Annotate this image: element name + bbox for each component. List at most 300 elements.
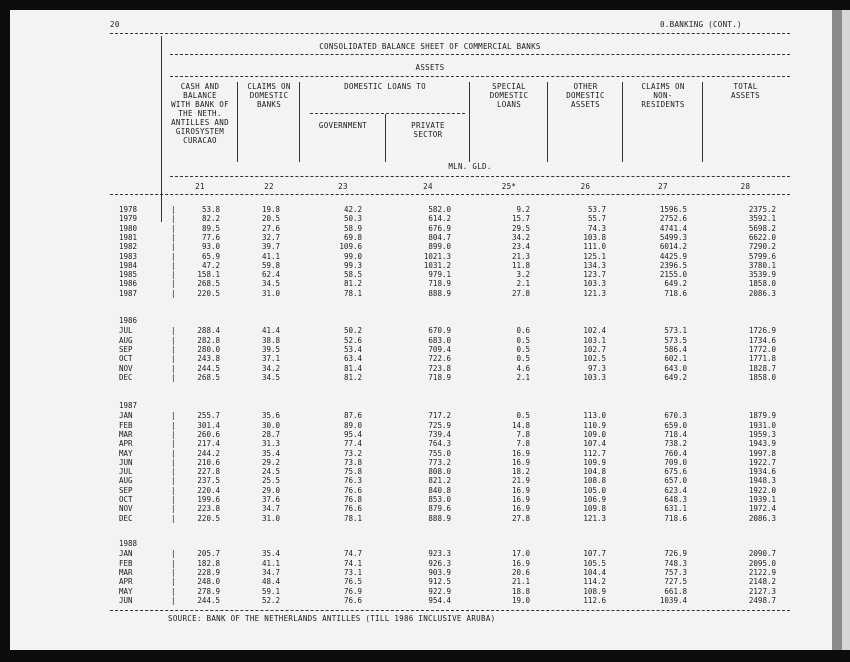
table-cell: 755.0 bbox=[428, 448, 451, 458]
row-divider: | bbox=[171, 476, 176, 486]
table-cell: 675.6 bbox=[664, 467, 687, 477]
table-cell: 1939.1 bbox=[748, 495, 776, 504]
table-cell: 89.5 bbox=[201, 223, 220, 233]
table-cell: 5499.3 bbox=[659, 232, 687, 242]
table-cell: 19.8 bbox=[261, 205, 280, 214]
table-cell: 102.5 bbox=[583, 354, 606, 364]
table-cell: 1021.3 bbox=[423, 251, 451, 261]
table-cell: 1772.0 bbox=[748, 344, 776, 354]
table-cell: 104.4 bbox=[583, 567, 606, 577]
table-cell: 718.6 bbox=[664, 288, 687, 298]
table-cell: 102.7 bbox=[583, 344, 606, 354]
table-cell: 134.3 bbox=[583, 260, 606, 270]
table-cell: 73.2 bbox=[343, 448, 362, 458]
table-cell: 722.6 bbox=[428, 354, 451, 364]
row-divider: | bbox=[171, 232, 176, 242]
table-cell: 1596.5 bbox=[659, 205, 687, 214]
table-cell: 103.3 bbox=[583, 279, 606, 289]
table-cell: 648.3 bbox=[664, 495, 687, 504]
table-cell: 73.1 bbox=[343, 567, 362, 577]
column-number: 25* bbox=[501, 182, 517, 191]
row-divider: | bbox=[171, 251, 176, 261]
table-cell: 7.8 bbox=[516, 439, 530, 449]
table-cell: 16.9 bbox=[511, 495, 530, 504]
page-number: 20 bbox=[110, 20, 120, 29]
table-cell: 81.2 bbox=[343, 279, 362, 289]
table-cell: 21.9 bbox=[511, 476, 530, 486]
table-cell: 4741.4 bbox=[659, 223, 687, 233]
table-cell: 59.8 bbox=[261, 260, 280, 270]
table-cell: 39.7 bbox=[261, 242, 280, 252]
table-cell: 114.2 bbox=[583, 577, 606, 587]
table-cell: 25.5 bbox=[261, 476, 280, 486]
table-cell: 93.0 bbox=[201, 242, 220, 252]
table-cell: 76.5 bbox=[343, 577, 362, 587]
table-cell: 1858.0 bbox=[748, 372, 776, 382]
table-cell: 37.1 bbox=[261, 354, 280, 364]
table-cell: 34.2 bbox=[511, 232, 530, 242]
row-divider: | bbox=[171, 420, 176, 430]
table-cell: 670.3 bbox=[664, 411, 687, 421]
table-cell: 27.8 bbox=[511, 513, 530, 523]
table-cell: 34.7 bbox=[261, 567, 280, 577]
row-label: JUL bbox=[119, 326, 133, 336]
table-cell: 58.5 bbox=[343, 270, 362, 280]
table-cell: 30.0 bbox=[261, 420, 280, 430]
table-cell: 87.6 bbox=[343, 411, 362, 421]
table-cell: 82.2 bbox=[201, 214, 220, 224]
table-cell: 3.2 bbox=[516, 270, 530, 280]
table-cell: 3780.1 bbox=[748, 260, 776, 270]
table-cell: 718.6 bbox=[664, 513, 687, 523]
table-cell: 244.5 bbox=[197, 363, 220, 373]
table-cell: 42.2 bbox=[343, 205, 362, 214]
table-cell: 1879.9 bbox=[748, 411, 776, 421]
table-cell: 158.1 bbox=[197, 270, 220, 280]
table-cell: 18.2 bbox=[511, 467, 530, 477]
table-cell: 2090.7 bbox=[748, 549, 776, 559]
table-cell: 16.9 bbox=[511, 485, 530, 495]
row-label: MAY bbox=[119, 586, 133, 596]
table-cell: 2396.5 bbox=[659, 260, 687, 270]
table-cell: 16.9 bbox=[511, 448, 530, 458]
row-divider: | bbox=[171, 549, 176, 559]
header-total-line: TOTAL bbox=[733, 82, 758, 91]
table-cell: 53.4 bbox=[343, 344, 362, 354]
table-cell: 220.5 bbox=[197, 288, 220, 298]
table-cell: 764.3 bbox=[428, 439, 451, 449]
table-cell: 16.9 bbox=[511, 457, 530, 467]
table-cell: 2127.3 bbox=[748, 586, 776, 596]
row-divider: | bbox=[171, 467, 176, 477]
table-cell: 922.9 bbox=[428, 586, 451, 596]
table-cell: 888.9 bbox=[428, 288, 451, 298]
table-cell: 76.3 bbox=[343, 476, 362, 486]
row-divider: | bbox=[171, 485, 176, 495]
table-cell: 41.1 bbox=[261, 251, 280, 261]
table-cell: 739.4 bbox=[428, 429, 451, 439]
table-cell: 2122.9 bbox=[748, 567, 776, 577]
table-cell: 109.0 bbox=[583, 429, 606, 439]
table-cell: 23.4 bbox=[511, 242, 530, 252]
table-cell: 81.4 bbox=[343, 363, 362, 373]
table-cell: 1972.4 bbox=[748, 504, 776, 514]
row-divider: | bbox=[171, 214, 176, 224]
table-cell: 20.5 bbox=[261, 214, 280, 224]
table-cell: 1959.3 bbox=[748, 429, 776, 439]
header-special-line: LOANS bbox=[496, 100, 522, 109]
table-cell: 2.1 bbox=[516, 372, 530, 382]
table-cell: 16.9 bbox=[511, 504, 530, 514]
table-cell: 237.5 bbox=[197, 476, 220, 486]
row-divider: | bbox=[171, 372, 176, 382]
table-cell: 0.5 bbox=[516, 354, 530, 364]
table-cell: 243.8 bbox=[197, 354, 220, 364]
table-cell: 76.6 bbox=[343, 504, 362, 514]
table-cell: 1943.9 bbox=[748, 439, 776, 449]
table-cell: 899.0 bbox=[428, 242, 451, 252]
table-cell: 670.9 bbox=[428, 326, 451, 336]
table-cell: 112.6 bbox=[583, 595, 606, 605]
table-cell: 879.6 bbox=[428, 504, 451, 514]
header-claims-non-line: NON- bbox=[653, 91, 673, 100]
table-cell: 1997.8 bbox=[748, 448, 776, 458]
rule-top bbox=[110, 33, 790, 34]
row-label: 1979 bbox=[119, 214, 138, 224]
row-divider: | bbox=[171, 411, 176, 421]
table-cell: 41.1 bbox=[261, 558, 280, 568]
table-cell: 3539.9 bbox=[748, 270, 776, 280]
table-cell: 16.9 bbox=[511, 558, 530, 568]
table-cell: 676.9 bbox=[428, 223, 451, 233]
table-cell: 19.0 bbox=[511, 595, 530, 605]
table-cell: 76.6 bbox=[343, 595, 362, 605]
table-cell: 107.7 bbox=[583, 549, 606, 559]
table-cell: 301.4 bbox=[197, 420, 220, 430]
row-label: FEB bbox=[119, 558, 133, 568]
table-cell: 804.7 bbox=[428, 232, 451, 242]
table-cell: 5698.2 bbox=[748, 223, 776, 233]
header-claims-non-line: CLAIMS ON bbox=[641, 82, 685, 91]
table-cell: 41.4 bbox=[261, 326, 280, 336]
table-cell: 77.4 bbox=[343, 439, 362, 449]
table-cell: 631.1 bbox=[664, 504, 687, 514]
row-divider: | bbox=[171, 558, 176, 568]
table-cell: 109.9 bbox=[583, 457, 606, 467]
table-cell: 39.5 bbox=[261, 344, 280, 354]
table-cell: 106.9 bbox=[583, 495, 606, 504]
header-cash-line: WITH BANK OF bbox=[171, 100, 229, 109]
table-cell: 99.3 bbox=[343, 260, 362, 270]
table-cell: 74.1 bbox=[343, 558, 362, 568]
table-cell: 35.4 bbox=[261, 448, 280, 458]
table-cell: 21.1 bbox=[511, 577, 530, 587]
table-cell: 77.6 bbox=[201, 232, 220, 242]
table-cell: 31.0 bbox=[261, 288, 280, 298]
table-cell: 65.9 bbox=[201, 251, 220, 261]
header-other-line: DOMESTIC bbox=[566, 91, 605, 100]
row-label: 1984 bbox=[119, 260, 138, 270]
table-cell: 1031.2 bbox=[423, 260, 451, 270]
table-cell: 954.4 bbox=[428, 595, 451, 605]
table-cell: 228.9 bbox=[197, 567, 220, 577]
group-label: 1988 bbox=[119, 539, 138, 548]
header-cash-line: ANTILLES AND bbox=[171, 118, 229, 127]
row-label: OCT bbox=[119, 495, 133, 504]
table-cell: 227.8 bbox=[197, 467, 220, 477]
table-cell: 104.8 bbox=[583, 467, 606, 477]
table-cell: 29.0 bbox=[261, 485, 280, 495]
row-divider: | bbox=[171, 288, 176, 298]
running-head: 0.BANKING (CONT.) bbox=[660, 20, 742, 29]
row-divider: | bbox=[171, 429, 176, 439]
header-claims-domestic-line: BANKS bbox=[256, 100, 282, 109]
table-cell: 760.4 bbox=[664, 448, 687, 458]
row-label: MAR bbox=[119, 567, 133, 577]
table-cell: 2375.2 bbox=[748, 205, 776, 214]
row-divider: | bbox=[171, 439, 176, 449]
table-cell: 50.3 bbox=[343, 214, 362, 224]
row-divider: | bbox=[171, 495, 176, 504]
unit-label: MLN. GLD. bbox=[448, 162, 492, 171]
row-divider: | bbox=[171, 504, 176, 514]
header-cash-line: BALANCE bbox=[183, 91, 217, 100]
table-cell: 38.8 bbox=[261, 335, 280, 345]
table-cell: 34.5 bbox=[261, 372, 280, 382]
table-cell: 649.2 bbox=[664, 279, 687, 289]
table-cell: 7290.2 bbox=[748, 242, 776, 252]
table-cell: 74.7 bbox=[343, 549, 362, 559]
table-cell: 288.4 bbox=[197, 326, 220, 336]
table-cell: 75.8 bbox=[343, 467, 362, 477]
table-cell: 48.4 bbox=[261, 577, 280, 587]
table-cell: 111.0 bbox=[583, 242, 606, 252]
table-cell: 661.8 bbox=[664, 586, 687, 596]
table-cell: 1039.4 bbox=[659, 595, 687, 605]
table-cell: 582.0 bbox=[428, 205, 451, 214]
table-cell: 748.3 bbox=[664, 558, 687, 568]
row-label: NOV bbox=[119, 363, 133, 373]
table-cell: 27.6 bbox=[261, 223, 280, 233]
table-cell: 11.8 bbox=[511, 260, 530, 270]
table-cell: 34.7 bbox=[261, 504, 280, 514]
row-divider: | bbox=[171, 595, 176, 605]
book-edge bbox=[842, 10, 850, 650]
header-private-line2: SECTOR bbox=[413, 130, 443, 139]
table-cell: 29.5 bbox=[511, 223, 530, 233]
table-cell: 74.3 bbox=[587, 223, 606, 233]
table-cell: 78.1 bbox=[343, 513, 362, 523]
row-divider: | bbox=[171, 513, 176, 523]
table-cell: 53.8 bbox=[201, 205, 220, 214]
rule-column-numbers bbox=[110, 194, 790, 195]
table-cell: 718.9 bbox=[428, 372, 451, 382]
table-cell: 76.8 bbox=[343, 495, 362, 504]
table-cell: 725.9 bbox=[428, 420, 451, 430]
table-cell: 73.8 bbox=[343, 457, 362, 467]
table-cell: 17.0 bbox=[511, 549, 530, 559]
row-label: MAY bbox=[119, 448, 133, 458]
row-label: 1983 bbox=[119, 251, 138, 261]
column-number: 23 bbox=[338, 182, 348, 191]
row-divider: | bbox=[171, 577, 176, 587]
table-cell: 108.8 bbox=[583, 476, 606, 486]
table-cell: 683.0 bbox=[428, 335, 451, 345]
table-cell: 52.2 bbox=[261, 595, 280, 605]
row-divider: | bbox=[171, 354, 176, 364]
header-other-line: ASSETS bbox=[571, 100, 600, 109]
table-cell: 53.7 bbox=[587, 205, 606, 214]
row-label: SEP bbox=[119, 485, 133, 495]
table-cell: 32.7 bbox=[261, 232, 280, 242]
table-cell: 121.3 bbox=[583, 513, 606, 523]
table-cell: 199.6 bbox=[197, 495, 220, 504]
column-number: 26 bbox=[580, 182, 591, 191]
column-number: 28 bbox=[740, 182, 751, 191]
table-cell: 21.3 bbox=[511, 251, 530, 261]
table-cell: 109.6 bbox=[339, 242, 362, 252]
table-cell: 2498.7 bbox=[748, 595, 776, 605]
table-cell: 2148.2 bbox=[748, 577, 776, 587]
table-cell: 97.3 bbox=[587, 363, 606, 373]
table-cell: 0.6 bbox=[516, 326, 530, 336]
row-label: AUG bbox=[119, 335, 133, 345]
table-cell: 573.5 bbox=[664, 335, 687, 345]
row-divider: | bbox=[171, 448, 176, 458]
table-cell: 248.0 bbox=[197, 577, 220, 587]
table-cell: 4.6 bbox=[516, 363, 530, 373]
row-divider: | bbox=[171, 335, 176, 345]
row-label: FEB bbox=[119, 420, 133, 430]
table-cell: 1726.9 bbox=[748, 326, 776, 336]
table-cell: 15.7 bbox=[511, 214, 530, 224]
header-claims-non-line: RESIDENTS bbox=[641, 100, 685, 109]
column-number: 21 bbox=[195, 182, 205, 191]
row-label: DEC bbox=[119, 513, 133, 523]
row-label: JUN bbox=[119, 457, 133, 467]
table-cell: 69.8 bbox=[343, 232, 362, 242]
table-cell: 244.2 bbox=[197, 448, 220, 458]
table-cell: 78.1 bbox=[343, 288, 362, 298]
table-cell: 282.8 bbox=[197, 335, 220, 345]
table-cell: 59.1 bbox=[261, 586, 280, 596]
row-label: SEP bbox=[119, 344, 133, 354]
table-cell: 573.1 bbox=[664, 326, 687, 336]
rule-assets bbox=[170, 76, 790, 77]
row-label: JAN bbox=[119, 411, 133, 421]
table-cell: 7.8 bbox=[516, 429, 530, 439]
table-cell: 926.3 bbox=[428, 558, 451, 568]
header-government: GOVERNMENT bbox=[318, 121, 368, 130]
table-cell: 2155.0 bbox=[659, 270, 687, 280]
table-cell: 1934.6 bbox=[748, 467, 776, 477]
table-cell: 103.8 bbox=[583, 232, 606, 242]
table-cell: 2086.3 bbox=[748, 513, 776, 523]
row-label: 1980 bbox=[119, 223, 138, 233]
table-cell: 123.7 bbox=[583, 270, 606, 280]
table-cell: 586.4 bbox=[664, 344, 687, 354]
header-cash-line: CASH AND bbox=[180, 82, 220, 91]
header-cash-line: CURACAO bbox=[183, 136, 217, 145]
table-cell: 727.5 bbox=[664, 577, 687, 587]
table-cell: 29.2 bbox=[261, 457, 280, 467]
table-cell: 109.8 bbox=[583, 504, 606, 514]
table-cell: 840.8 bbox=[428, 485, 451, 495]
table-cell: 0.5 bbox=[516, 411, 530, 421]
table-cell: 220.5 bbox=[197, 513, 220, 523]
row-divider: | bbox=[171, 344, 176, 354]
table-cell: 614.2 bbox=[428, 214, 451, 224]
table-cell: 912.5 bbox=[428, 577, 451, 587]
table-cell: 1931.0 bbox=[748, 420, 776, 430]
table-cell: 738.2 bbox=[664, 439, 687, 449]
row-divider: | bbox=[171, 205, 176, 214]
table-cell: 50.2 bbox=[343, 326, 362, 336]
row-label: 1985 bbox=[119, 270, 138, 280]
table-cell: 723.8 bbox=[428, 363, 451, 373]
row-label: MAR bbox=[119, 429, 133, 439]
header-domestic-loans: DOMESTIC LOANS TO bbox=[344, 82, 426, 91]
column-number: 22 bbox=[264, 182, 274, 191]
document-page bbox=[10, 10, 832, 650]
row-label: DEC bbox=[119, 372, 133, 382]
table-cell: 2086.3 bbox=[748, 288, 776, 298]
table-cell: 2752.6 bbox=[659, 214, 687, 224]
table-cell: 223.8 bbox=[197, 504, 220, 514]
row-label: 1987 bbox=[119, 288, 138, 298]
table-cell: 107.4 bbox=[583, 439, 606, 449]
row-label: 1982 bbox=[119, 242, 138, 252]
table-title: CONSOLIDATED BALANCE SHEET OF COMMERCIAL BANKS bbox=[319, 42, 541, 51]
row-label: APR bbox=[119, 439, 133, 449]
table-cell: 718.9 bbox=[428, 279, 451, 289]
table-cell: 108.9 bbox=[583, 586, 606, 596]
table-cell: 757.3 bbox=[664, 567, 687, 577]
table-cell: 35.4 bbox=[261, 549, 280, 559]
table-cell: 268.5 bbox=[197, 279, 220, 289]
source-note: SOURCE: BANK OF THE NETHERLANDS ANTILLES (TILL 1986 INCLUSIVE ARUBA) bbox=[168, 614, 496, 623]
table-cell: 205.7 bbox=[197, 549, 220, 559]
table-cell: 9.2 bbox=[516, 205, 530, 214]
table-cell: 55.7 bbox=[587, 214, 606, 224]
row-label: AUG bbox=[119, 476, 133, 486]
table-cell: 709.0 bbox=[664, 457, 687, 467]
table-cell: 103.3 bbox=[583, 372, 606, 382]
group-label: 1987 bbox=[119, 401, 138, 410]
table-cell: 1922.7 bbox=[748, 457, 776, 467]
row-label: NOV bbox=[119, 504, 133, 514]
table-cell: 821.2 bbox=[428, 476, 451, 486]
table-cell: 1948.3 bbox=[748, 476, 776, 486]
row-divider: | bbox=[171, 223, 176, 233]
table-cell: 27.8 bbox=[511, 288, 530, 298]
header-total-line: ASSETS bbox=[731, 91, 760, 100]
header-claims-domestic-line: DOMESTIC bbox=[249, 91, 289, 100]
table-cell: 47.2 bbox=[201, 260, 220, 270]
table-cell: 278.9 bbox=[197, 586, 220, 596]
header-other-line: OTHER bbox=[573, 82, 598, 91]
table-cell: 105.0 bbox=[583, 485, 606, 495]
row-divider: | bbox=[171, 260, 176, 270]
header-cash-line: THE NETH. bbox=[178, 109, 222, 118]
table-cell: 103.1 bbox=[583, 335, 606, 345]
header-special-line: SPECIAL bbox=[492, 82, 526, 91]
header-special-line: DOMESTIC bbox=[489, 91, 529, 100]
table-cell: 4425.9 bbox=[659, 251, 687, 261]
table-cell: 255.7 bbox=[197, 411, 220, 421]
table-cell: 268.5 bbox=[197, 372, 220, 382]
table-cell: 62.4 bbox=[261, 270, 280, 280]
